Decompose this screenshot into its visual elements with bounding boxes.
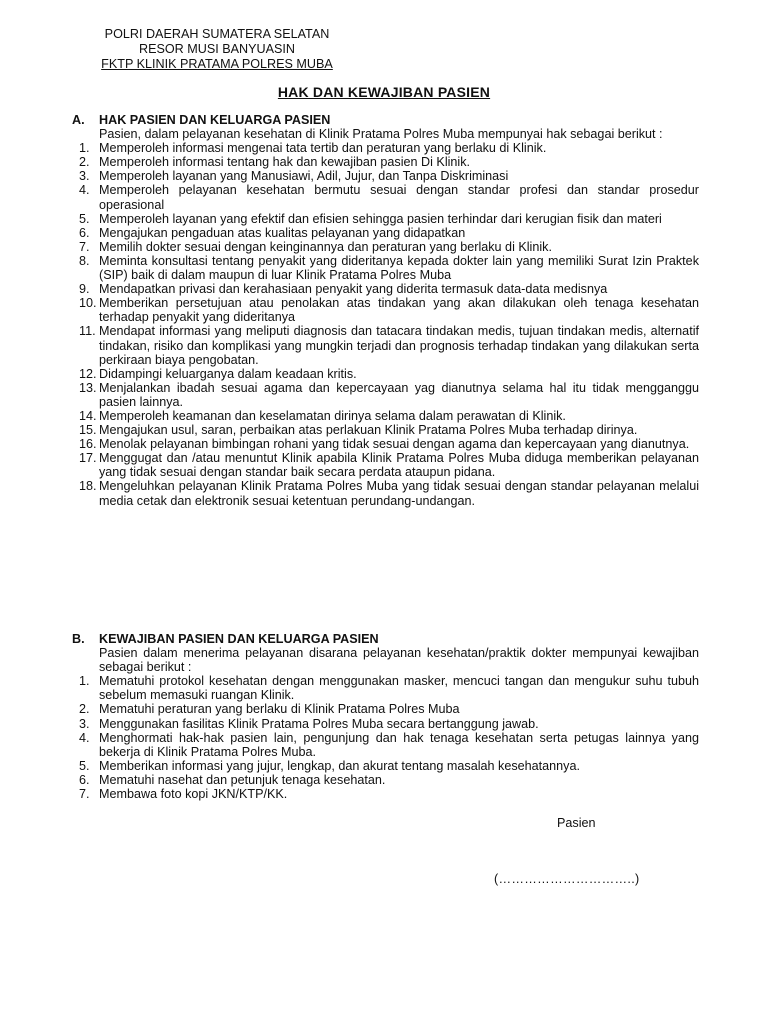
list-item xyxy=(72,155,699,169)
list-item xyxy=(72,183,699,211)
list-item-text: Menolak pelayanan bimbingan rohani yang tidak sesuai dengan agama dan kepercayaan yang dianutnya. xyxy=(99,437,690,452)
list-item-number: 11. xyxy=(79,324,96,339)
list-item-number: 7. xyxy=(79,239,90,254)
list-item-text: Memperoleh keamanan dan keselamatan dirinya selama dalam perawatan di Klinik. xyxy=(99,408,566,423)
section-a-heading xyxy=(72,113,699,127)
list-item-number: 1. xyxy=(79,141,90,156)
list-item xyxy=(72,296,699,324)
list-item-text: Menggugat dan /atau menuntut Klinik apabila Klinik Pratama Polres Muba diduga memberikan pelayanan yang tidak sesuai dengan standar baik secara perdata ataupun pidana. xyxy=(99,451,699,480)
list-item xyxy=(72,254,699,282)
list-item xyxy=(72,324,699,366)
list-item-number: 2. xyxy=(79,155,90,170)
section-b xyxy=(72,632,699,801)
letterhead-line-1: POLRI DAERAH SUMATERA SELATAN xyxy=(104,27,330,41)
list-item xyxy=(72,240,699,254)
list-item-text: Memilih dokter sesuai dengan keinginannya dan peraturan yang berlaku di Klinik. xyxy=(99,239,552,254)
list-item-number: 7. xyxy=(79,787,90,802)
list-item xyxy=(72,479,699,507)
list-item-text: Menjalankan ibadah sesuai agama dan kepercayaan yag dianutnya selama hal itu tidak mengganggu pasien lainnya. xyxy=(99,380,699,409)
list-item-text: Memberikan informasi yang jujur, lengkap, dan akurat tentang masalah kesehatannya. xyxy=(99,758,580,773)
list-item-number: 18. xyxy=(79,479,97,494)
list-item xyxy=(72,717,699,731)
list-item xyxy=(72,226,699,240)
list-item-number: 15. xyxy=(79,423,97,438)
list-item xyxy=(72,731,699,759)
section-b-title: KEWAJIBAN PASIEN DAN KELUARGA PASIEN xyxy=(99,632,379,646)
list-item xyxy=(72,787,699,801)
list-item-number: 13. xyxy=(79,380,97,395)
list-item-number: 10. xyxy=(79,296,97,311)
list-item-text: Membawa foto kopi JKN/KTP/KK. xyxy=(99,787,288,802)
list-item-text: Mengeluhkan pelayanan Klinik Pratama Polres Muba yang tidak sesuai dengan standar pelayanan melalui media cetak dan elektronik sesuai ketentuan perundang-undangan. xyxy=(99,479,699,508)
section-b-list xyxy=(72,674,699,801)
list-item xyxy=(72,141,699,155)
list-item-text: Memperoleh informasi tentang hak dan kewajiban pasien Di Klinik. xyxy=(99,155,471,170)
list-item xyxy=(72,773,699,787)
list-item-text: Mematuhi nasehat dan petunjuk tenaga kesehatan. xyxy=(99,772,386,787)
list-item-number: 17. xyxy=(79,451,97,466)
section-a xyxy=(72,113,699,508)
list-item-text: Memberikan persetujuan atau penolakan atas tindakan yang akan dilakukan oleh tenaga kesehatan terhadap penyakit yang dideritanya xyxy=(99,296,699,325)
list-item-number: 8. xyxy=(79,253,90,268)
document-title: HAK DAN KEWAJIBAN PASIEN xyxy=(277,84,491,100)
list-item xyxy=(72,674,699,702)
list-item xyxy=(72,759,699,773)
list-item-text: Memperoleh pelayanan kesehatan bermutu sesuai dengan standar profesi dan standar prosedur operasional xyxy=(99,183,699,212)
list-item-text: Memperoleh layanan yang Manusiawi, Adil, Jujur, dan Tanpa Diskriminasi xyxy=(99,169,509,184)
section-b-heading xyxy=(72,632,699,646)
list-item-number: 6. xyxy=(79,772,90,787)
list-item xyxy=(72,212,699,226)
list-item-text: Mematuhi protokol kesehatan dengan menggunakan masker, mencuci tangan dan mengukur suhu tubuh sebelum memasuki ruangan Klinik. xyxy=(99,674,699,703)
list-item xyxy=(72,702,699,716)
list-item-number: 1. xyxy=(79,674,90,689)
list-item-text: Mematuhi peraturan yang berlaku di Klinik Pratama Polres Muba xyxy=(99,702,460,717)
list-item xyxy=(72,381,699,409)
letterhead xyxy=(72,27,362,72)
list-item-number: 2. xyxy=(79,702,90,717)
list-item xyxy=(72,409,699,423)
list-item-number: 12. xyxy=(79,366,97,381)
list-item xyxy=(72,451,699,479)
section-a-letter: A. xyxy=(72,113,85,127)
list-item-text: Didampingi keluarganya dalam keadaan kritis. xyxy=(99,366,357,381)
list-item-text: Mengajukan usul, saran, perbaikan atas perlakuan Klinik Pratama Polres Muba terhadap dirinya. xyxy=(99,423,638,438)
letterhead-line-3: FKTP KLINIK PRATAMA POLRES MUBA xyxy=(101,57,333,71)
list-item xyxy=(72,169,699,183)
letterhead-line-2: RESOR MUSI BANYUASIN xyxy=(138,42,296,56)
list-item-text: Meminta konsultasi tentang penyakit yang dideritanya kepada dokter lain yang memiliki Surat Izin Praktek (SIP) baik di dalam maupun di luar Klinik Pratama Polres Muba xyxy=(99,253,699,283)
list-item-number: 4. xyxy=(79,730,90,745)
list-item-text: Menghormati hak-hak pasien lain, pengunjung dan hak tenaga kesehatan serta petugas lainnya yang bekerja di Klinik Pratama Polres Muba. xyxy=(99,730,699,759)
list-item-text: Mengajukan pengaduan atas kualitas pelayanan yang didapatkan xyxy=(99,225,466,240)
list-item-number: 3. xyxy=(79,716,90,731)
list-item-number: 3. xyxy=(79,169,90,184)
list-item xyxy=(72,367,699,381)
list-item-text: Memperoleh layanan yang efektif dan efisien sehingga pasien terhindar dari kerugian fisik dan materi xyxy=(99,211,662,226)
signature-line: (…………………………..) xyxy=(494,872,640,886)
list-item-number: 16. xyxy=(79,437,97,452)
list-item-number: 5. xyxy=(79,758,90,773)
list-item-text: Mendapatkan privasi dan kerahasiaan penyakit yang diderita termasuk data-data medisnya xyxy=(99,282,608,297)
list-item-number: 5. xyxy=(79,211,90,226)
section-a-intro: Pasien, dalam pelayanan kesehatan di Klinik Pratama Polres Muba mempunyai hak sebagai berikut : xyxy=(99,127,663,142)
section-b-letter: B. xyxy=(72,632,85,646)
section-a-title: HAK PASIEN DAN KELUARGA PASIEN xyxy=(99,113,331,127)
list-item-text: Mendapat informasi yang meliputi diagnosis dan tatacara tindakan medis, tujuan tindakan medis, alternatif tindakan, risiko dan komplikasi yang mungkin terjadi dan prognosis terhadap tindakan yang dilakukan serta perkiraan biaya pengobatan. xyxy=(99,324,699,367)
section-a-list xyxy=(72,141,699,507)
list-item xyxy=(72,423,699,437)
signature-label: Pasien xyxy=(557,816,596,830)
list-item-number: 9. xyxy=(79,282,90,297)
list-item-number: 4. xyxy=(79,183,90,198)
section-b-intro: Pasien dalam menerima pelayanan disarana pelayanan kesehatan/praktik dokter mempunyai kewajiban sebagai berikut : xyxy=(99,646,699,675)
list-item-number: 14. xyxy=(79,408,97,423)
list-item-text: Menggunakan fasilitas Klinik Pratama Polres Muba secara bertanggung jawab. xyxy=(99,716,539,731)
list-item-text: Memperoleh informasi mengenai tata tertib dan peraturan yang berlaku di Klinik. xyxy=(99,141,547,156)
list-item xyxy=(72,437,699,451)
list-item-number: 6. xyxy=(79,225,90,240)
list-item xyxy=(72,282,699,296)
